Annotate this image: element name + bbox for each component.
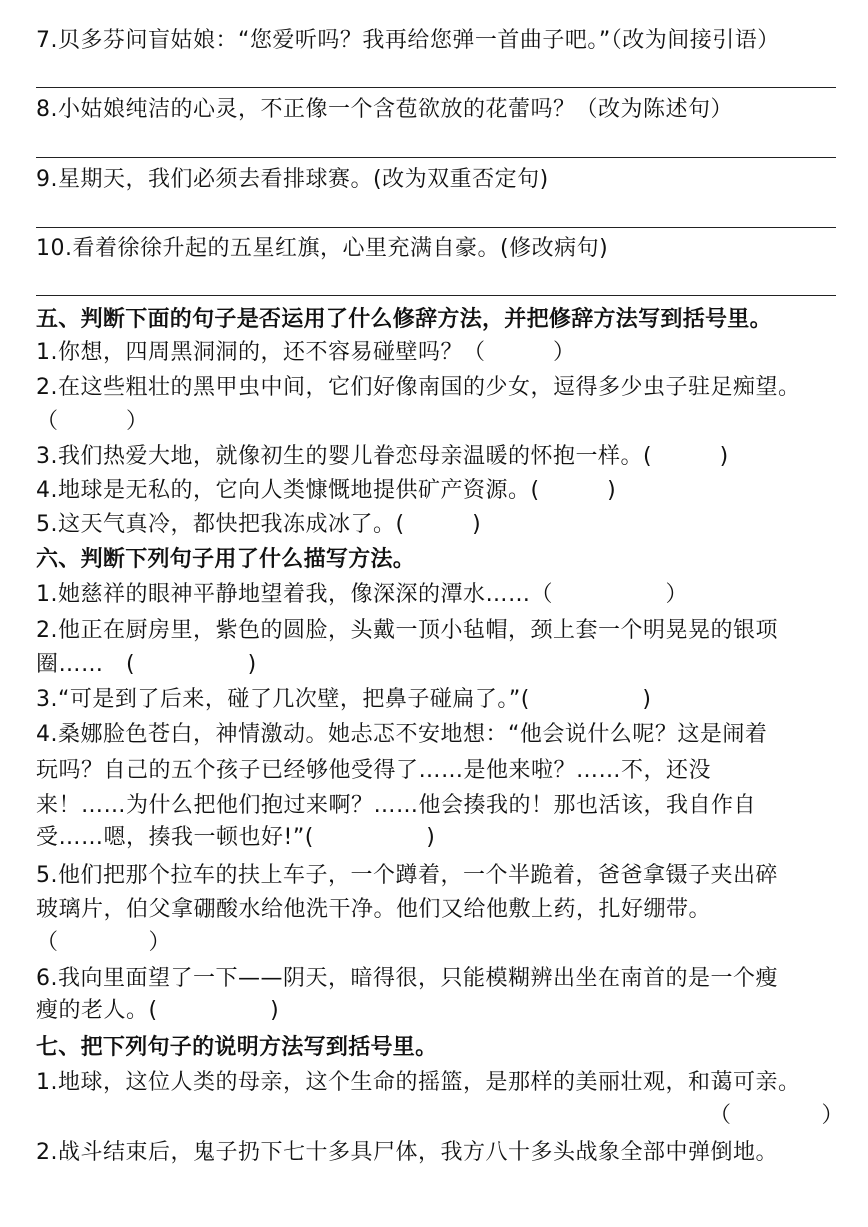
s7-item-1-answer: （ ） <box>708 1103 844 1128</box>
s6-item-2-cont: 圈…… ( ) <box>36 652 257 677</box>
s7-item-1: 1.地球，这位人类的母亲，这个生命的摇篮，是那样的美丽壮观，和蔼可亲。 <box>36 1070 801 1095</box>
answer-line-10[interactable] <box>36 295 836 296</box>
answer-line-7[interactable] <box>36 87 836 88</box>
question-10: 10.看着徐徐升起的五星红旗，心里充满自豪。(修改病句) <box>36 236 609 261</box>
s6-item-1: 1.她慈祥的眼神平静地望着我，像深深的潭水……（ ） <box>36 582 688 607</box>
s6-item-5-cont: 玻璃片，伯父拿硼酸水给他洗干净。他们又给他敷上药，扎好绷带。 <box>36 897 712 922</box>
s5-item-5: 5.这天气真冷，都快把我冻成冰了。( ) <box>36 512 482 537</box>
answer-line-8[interactable] <box>36 157 836 158</box>
s6-item-3: 3.“可是到了后来，碰了几次壁，把鼻子碰扁了。”( ) <box>36 687 652 712</box>
s6-item-4-cont-1: 玩吗？自己的五个孩子已经够他受得了……是他来啦？……不，还没 <box>36 758 712 783</box>
answer-line-9[interactable] <box>36 227 836 228</box>
question-8: 8.小姑娘纯洁的心灵，不正像一个含苞欲放的花蕾吗？（改为陈述句） <box>36 97 733 122</box>
s7-item-2: 2.战斗结束后，鬼子扔下七十多具尸体，我方八十多头战象全部中弹倒地。 <box>36 1140 778 1165</box>
section-6-heading: 六、判断下列句子用了什么描写方法。 <box>36 547 416 572</box>
s5-item-3: 3.我们热爱大地，就像初生的婴儿眷恋母亲温暖的怀抱一样。( ) <box>36 444 729 469</box>
s6-item-2: 2.他正在厨房里，紫色的圆脸，头戴一顶小毡帽，颈上套一个明晃晃的银项 <box>36 618 778 643</box>
s6-item-4-cont-2: 来！……为什么把他们抱过来啊？……他会揍我的！那也活该，我自作自 <box>36 793 757 818</box>
section-7-heading: 七、把下列句子的说明方法写到括号里。 <box>36 1035 438 1060</box>
s5-item-4: 4.地球是无私的，它向人类慷慨地提供矿产资源。( ) <box>36 478 617 503</box>
s6-item-6: 6.我向里面望了一下——阴天，暗得很，只能模糊辨出坐在南首的是一个瘦 <box>36 966 778 991</box>
s6-item-6-cont: 瘦的老人。( ) <box>36 998 280 1023</box>
section-5-heading: 五、判断下面的句子是否运用了什么修辞方法，并把修辞方法写到括号里。 <box>36 307 772 332</box>
s6-item-4: 4.桑娜脸色苍白，神情激动。她忐忑不安地想：“他会说什么呢？这是闹着 <box>36 722 768 747</box>
s5-item-1: 1.你想，四周黑洞洞的，还不容易碰壁吗？（ ） <box>36 340 576 365</box>
s5-item-2: 2.在这些粗壮的黑甲虫中间，它们好像南国的少女，逗得多少虫子驻足痴望。 <box>36 375 801 400</box>
s6-item-5-answer: （ ） <box>36 930 172 955</box>
s6-item-5: 5.他们把那个拉车的扶上车子，一个蹲着，一个半跪着，爸爸拿镊子夹出碎 <box>36 863 778 888</box>
question-9: 9.星期天，我们必须去看排球赛。(改为双重否定句) <box>36 167 549 192</box>
s5-item-2-answer: （ ） <box>36 409 149 434</box>
question-7: 7.贝多芬问盲姑娘：“您爱听吗？我再给您弹一首曲子吧。”（改为间接引语） <box>36 28 780 53</box>
s6-item-4-cont-3: 受……嗯，揍我一顿也好!”( ) <box>36 825 436 850</box>
